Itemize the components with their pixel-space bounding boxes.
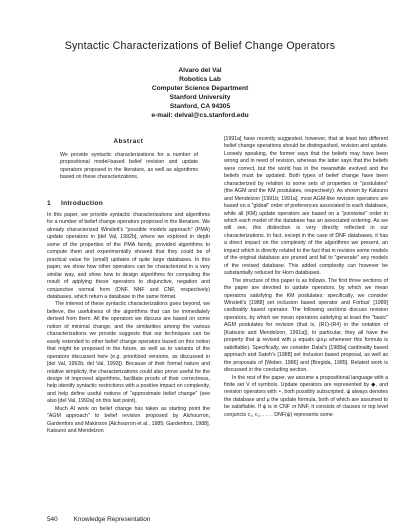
author-name: Alvaro del Val xyxy=(178,67,222,74)
paragraph: The structure of this paper is as follows. The first three sections of the paper are devoted to update operators, by which we mean operators satisfying the KM postulates; specifically, we consider Winslett's [1988] set inclusion based operator and Forbus' [1989] cardinality based operator. The following sections discuss revision operators, by which we mean operators satisfying at least the "basic" AGM postulates for revision (that is, (R1)-(R4) in the notation of [Katsuno and Mendelzon, 1991a]). In particular, they all have the property that ψ revised with μ equals ψ∧μ whenever this formula is satisfiable). Specifically, we consider Dalal's [1988a] cardinality based approach and Satoh's [1988] set inclusion based proposal, as well as the proposals of [Weber, 1986] and [Borgida, 1985]. Related work is discussed in the concluding section. xyxy=(224,277,388,374)
author-university: Stanford University xyxy=(169,93,231,101)
author-block xyxy=(0,67,400,120)
page-number: 540 xyxy=(47,516,58,523)
paragraph: Much AI work on belief change has taken as starting point the "AGM approach" to belief revision proposed by Alchourron, Gardenfors and Makinson [Alchourron et al., 1985; Gardenfors, 1988]. Katsuno and Mendelzon xyxy=(47,405,210,435)
author-lab: Robotics Lab xyxy=(179,75,221,83)
page-footer xyxy=(47,516,150,523)
author-address: Stanford, CA 94305 xyxy=(169,102,231,110)
paragraph: In this paper, we provide syntactic characterizations and algorithms for a number of belief change operators proposed in the literature. We already characterized Winslett's "possible models approach" (PMA) update operators in [del Val, 1992b], where we explored in depth some of the properties of the PMA family, provided algorithms to compute them and experimentally showed that they could be of practical value for (small) updates of quite large databases. In this paper, we show how other operators can be characterized in a very similar way, and show how to design algorithms for computing the result of applying these operators to disjunctive, negation and conjunctive normal form (DNF, NNF and CNF, respectively) databases, which return a database in the same format. xyxy=(47,212,210,300)
author-department: Computer Science Department xyxy=(151,84,249,92)
author-email: e-mail: delval@cs.stanford.edu xyxy=(151,111,249,119)
section-heading xyxy=(47,200,103,207)
section-title: Introduction xyxy=(60,200,104,207)
abstract-heading: Abstract xyxy=(113,138,144,145)
paragraph: The interest of these syntactic characterizations goes beyond, we believe, the usefulness of the algorithms that can be immediately derived from them. All the operators we discuss are based on some notion of minimal change, and the similarities among the various characterizations we provide suggests that our techniques can be easily extended to other belief change operators based on this notion that might be proposed in the future, as well as to variants of the operators discussed here (e.g. prioritized versions, as discussed in [del Val, 1992b; del Val, 1993]). Because of their formal nature and relative simplicity, the characterizations could also prove useful for the design of improved algorithms, facilitate proofs of their correctness, help identify syntactic restrictions with a positive impact on complexity, and help define useful notions of "approximate belief change" (see also [del Val, 1992a] on this last point). xyxy=(47,301,210,405)
running-title: Knowledge Representation xyxy=(73,516,151,523)
section-number: 1 xyxy=(47,200,51,207)
abstract-text: We provide syntactic characterizations for a number of propositional model-based belief revision and update operators proposed in the literature, as well as algorithms based on these characterizations. xyxy=(60,152,198,181)
paper-title: Syntactic Characterizations of Belief Change Operators xyxy=(64,40,336,52)
right-column xyxy=(224,136,388,419)
left-column xyxy=(47,212,210,436)
paragraph: In the rest of the paper, we assume a propositional language with a finite set V of symbols. Update operators are represented by ◆, and revision operators with ∘, both possibly subscripted. ψ always denotes the database and μ the update formula, both of which are assumed to be satisfiable. If ψ is in CNF or NNF, it consists of clauses or top level conjuncts c₁, c₂, . . . . DNF(ψ) represents some xyxy=(224,374,388,418)
paragraph: [1991a] have recently suggested, however, that at least two different belief change operations should be distinguished, revision and update. Loosely speaking, the former says that the beliefs may have been wrong and in need of revision, whereas the latter says that the beliefs were correct, but the world has in the meanwhile evolved and the beliefs must be updated. Both types of belief change have been characterized by relation to some sets of properties or "postulates" (the AGM and the KM postulates, respectively). As shown by Katsuno and Mendelzon [1991b; 1991a], most AGM-like revision operators are based on a "global" order of preferences associated to each database, while all (KM) update operators are based on a "pointwise" order in which each model of the database has an associated ordering. As we will see, this distinction is very directly reflected in our characterizations. In fact, except in the case of DNF databases, it has a direct impact on the complexity of the algorithms we present, an impact which is directly related to the fact that in revision some models of the original database are pruned and fail to "generate" any models of the revised database. This added complexity can however be substantially reduced for Horn databases. xyxy=(224,136,388,277)
